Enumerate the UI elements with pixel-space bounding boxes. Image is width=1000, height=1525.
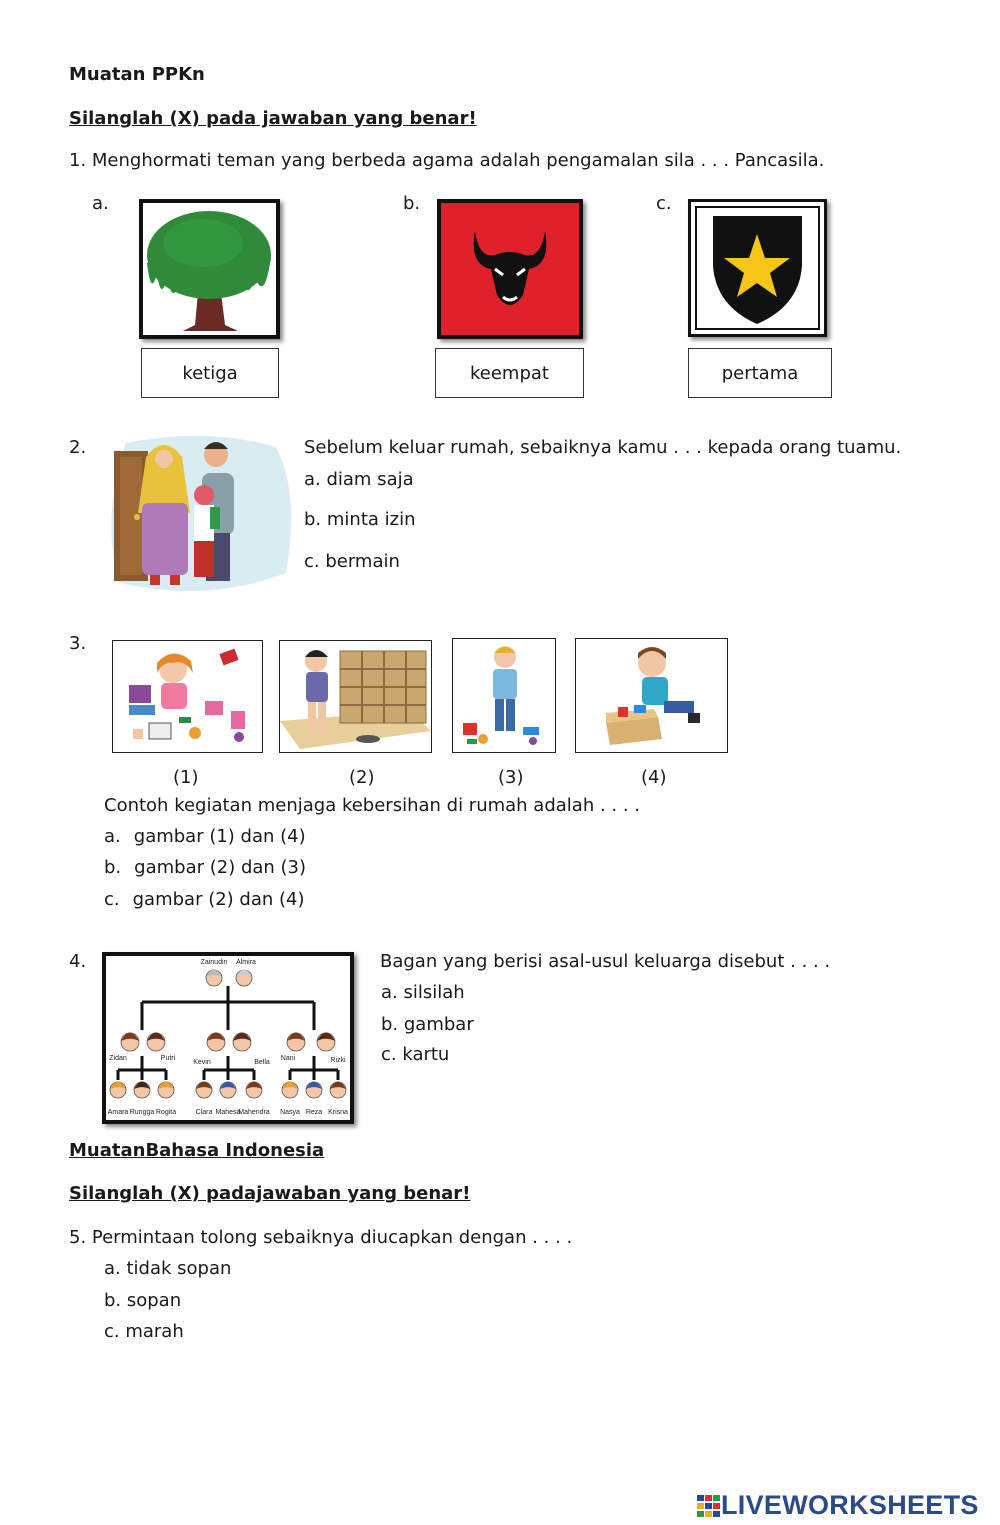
instruction-bahasa: Silanglah (X) padajawaban yang benar! (69, 1183, 471, 1204)
brand-name: LIVEWORKSHEETS (721, 1490, 979, 1520)
tree-name-label: Clara (195, 1109, 213, 1116)
q3-image-label-4: (4) (641, 767, 667, 788)
tree-name-label: Reza (305, 1109, 323, 1116)
option-letter: a. (104, 826, 121, 847)
q5-option-b[interactable]: b. sopan (104, 1290, 182, 1311)
person-face-icon (110, 1082, 126, 1099)
option-letter: b. (104, 857, 122, 878)
question-4-number: 4. (69, 951, 87, 972)
q3-image-label-1: (1) (173, 767, 199, 788)
person-face-icon (246, 1082, 262, 1099)
question-3-number: 3. (69, 633, 87, 654)
boy-tidying-toys-image (575, 638, 728, 753)
question-3-text: Contoh kegiatan menjaga kebersihan di rumah adalah . . . . (104, 795, 641, 816)
answer-label: keempat (470, 362, 549, 384)
family-goodbye-illustration (106, 433, 294, 595)
star-shield-icon[interactable] (688, 199, 827, 337)
q3-option-a[interactable] (104, 826, 306, 847)
tree-name-label: Nani (280, 1055, 296, 1062)
q5-option-a[interactable]: a. tidak sopan (104, 1258, 232, 1279)
q3-option-c[interactable] (104, 889, 305, 910)
answer-label: ketiga (182, 362, 238, 384)
q1-answer-box-c[interactable] (688, 348, 832, 398)
tree-name-label: Krisna (328, 1109, 348, 1116)
liveworksheets-logo[interactable] (697, 1490, 979, 1521)
tree-name-label: Mahesa (215, 1109, 241, 1116)
person-face-icon (134, 1082, 150, 1099)
person-face-icon (306, 1082, 322, 1099)
q4-option-a[interactable]: a. silsilah (381, 982, 465, 1003)
question-4-text: Bagan yang berisi asal-usul keluarga disebut . . . . (380, 951, 831, 972)
person-face-icon (287, 1033, 305, 1052)
option-letter: c. (104, 889, 120, 910)
tree-name-label: Zainudin (200, 959, 228, 966)
liveworksheets-mark-icon (697, 1495, 721, 1517)
person-face-icon (158, 1082, 174, 1099)
q3-image-label-3: (3) (498, 767, 524, 788)
instruction-ppkn: Silanglah (X) pada jawaban yang benar! (69, 108, 477, 129)
q1-answer-box-b[interactable] (435, 348, 584, 398)
tree-name-label: Zidan (109, 1055, 127, 1062)
q5-option-c[interactable]: c. marah (104, 1321, 184, 1342)
question-5-text: 5. Permintaan tolong sebaiknya diucapkan dengan . . . . (69, 1227, 573, 1248)
person-face-icon (233, 1033, 251, 1052)
bull-head-icon[interactable] (437, 199, 583, 339)
option-text: gambar (1) dan (4) (133, 826, 306, 847)
q2-option-b[interactable]: b. minta izin (304, 509, 416, 530)
q2-option-a[interactable]: a. diam saja (304, 469, 414, 490)
option-text: gambar (2) dan (4) (132, 889, 305, 910)
tree-name-label: Putri (160, 1055, 176, 1062)
family-tree-chart (102, 952, 354, 1124)
person-face-icon (121, 1033, 139, 1052)
tree-name-label: Amara (107, 1109, 129, 1116)
tree-name-label: Kevin (193, 1059, 211, 1066)
tree-name-label: Nasya (280, 1109, 300, 1116)
messy-room-girl-image (112, 640, 263, 753)
q1-option-a-letter: a. (92, 193, 109, 214)
q2-option-c[interactable]: c. bermain (304, 551, 400, 572)
tree-name-label: Bella (254, 1059, 270, 1066)
person-face-icon (196, 1082, 212, 1099)
question-2-text: Sebelum keluar rumah, sebaiknya kamu . . . kepada orang tuamu. (304, 437, 902, 458)
q3-option-b[interactable] (104, 857, 306, 878)
tree-name-label: Rungga (129, 1109, 155, 1116)
person-face-icon (330, 1082, 346, 1099)
person-face-icon (147, 1033, 165, 1052)
person-face-icon (206, 970, 222, 987)
person-face-icon (236, 970, 252, 987)
boy-shoe-rack-image (279, 640, 432, 753)
tree-name-label: Mahendra (238, 1109, 270, 1116)
person-face-icon (317, 1033, 335, 1052)
section-title-ppkn: Muatan PPKn (69, 64, 205, 85)
tree-name-label: Almira (236, 959, 256, 966)
q3-image-label-2: (2) (349, 767, 375, 788)
q4-option-b[interactable]: b. gambar (381, 1014, 474, 1035)
question-2-number: 2. (69, 437, 87, 458)
banyan-tree-icon[interactable] (139, 199, 280, 339)
person-face-icon (220, 1082, 236, 1099)
tree-name-label: Rogita (155, 1109, 177, 1116)
option-text: gambar (2) dan (3) (134, 857, 307, 878)
answer-label: pertama (721, 362, 799, 384)
q1-option-b-letter: b. (403, 193, 421, 214)
question-1-text: 1. Menghormati teman yang berbeda agama adalah pengamalan sila . . . Pancasila. (69, 150, 825, 171)
person-face-icon (207, 1033, 225, 1052)
q1-option-c-letter: c. (656, 193, 672, 214)
q1-answer-box-a[interactable] (141, 348, 279, 398)
tree-name-label: Rizki (330, 1057, 346, 1064)
q4-option-c[interactable]: c. kartu (381, 1044, 450, 1065)
boy-toys-scattered-image (452, 638, 556, 753)
section-title-bahasa: MuatanBahasa Indonesia (69, 1140, 325, 1161)
person-face-icon (282, 1082, 298, 1099)
